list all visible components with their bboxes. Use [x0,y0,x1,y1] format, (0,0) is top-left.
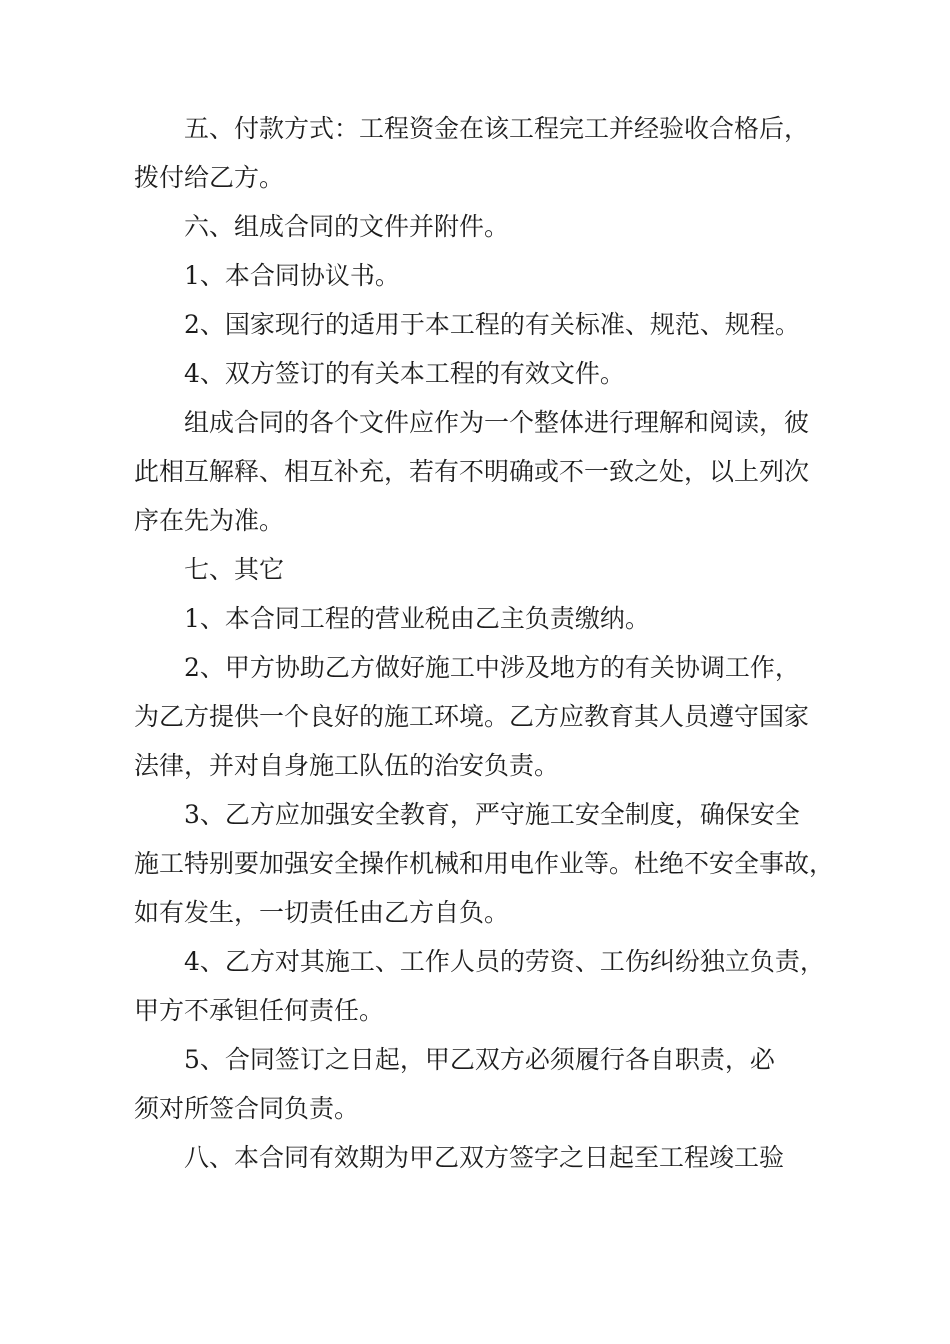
text-line: 序在先为准。 [134,506,285,535]
text-line: 甲方不承钽任何责任。 [134,996,385,1025]
list-item: 4、乙方对其施工、工作人员的劳资、工伤纠纷独立负责， [184,947,825,976]
list-item: 1、本合同协议书。 [184,261,400,290]
contract-text [134,104,839,1182]
text-line: 施工特别要加强安全操作机械和用电作业等。杜绝不安全事故， [134,849,835,878]
text-line: 法律，并对自身施工队伍的治安负责。 [134,751,560,780]
text-line: 此相互解释、相互补充，若有不明确或不一致之处，以上列次 [134,457,810,486]
list-item: 2、国家现行的适用于本工程的有关标准、规范、规程。 [184,310,800,339]
section-heading: 七、其它 [184,555,285,584]
text-line: 须对所签合同负责。 [134,1094,360,1123]
list-item: 4、双方签订的有关本工程的有效文件。 [184,359,625,388]
list-item: 2、甲方协助乙方做好施工中涉及地方的有关协调工作， [184,653,800,682]
text-line: 为乙方提供一个良好的施工环境。乙方应教育其人员遵守国家 [134,702,810,731]
text-line: 五、付款方式：工程资金在该工程完工并经验收合格后， [184,114,810,143]
section-heading: 六、组成合同的文件并附件。 [184,212,510,241]
list-item: 5、合同签订之日起，甲乙双方必须履行各自职责，必 [184,1045,775,1074]
text-line: 如有发生，一切责任由乙方自负。 [134,898,510,927]
text-line: 组成合同的各个文件应作为一个整体进行理解和阅读，彼 [184,408,810,437]
text-line: 拨付给乙方。 [134,163,285,192]
list-item: 1、本合同工程的营业税由乙主负责缴纳。 [184,604,650,633]
section-heading: 八、本合同有效期为甲乙双方签字之日起至工程竣工验 [184,1143,785,1172]
list-item: 3、乙方应加强安全教育，严守施工安全制度，确保安全 [184,800,800,829]
